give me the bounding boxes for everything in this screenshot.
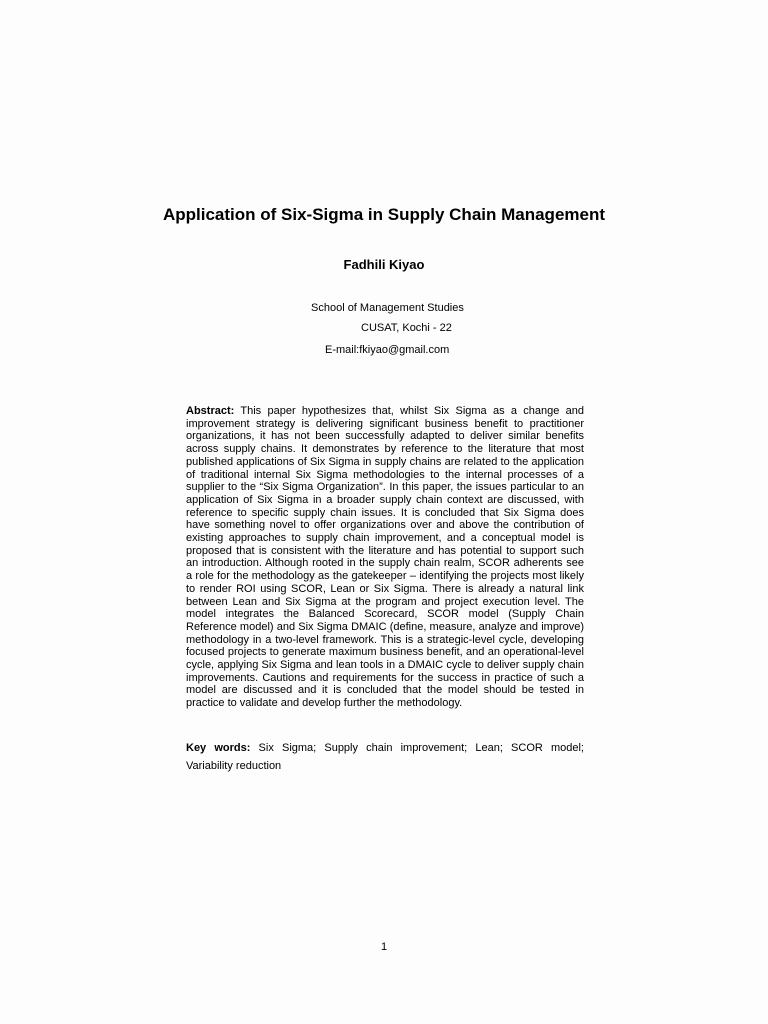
page-number: 1 xyxy=(380,941,388,953)
affiliation-city: CUSAT, Kochi - 22 xyxy=(361,322,452,334)
author-name: Fadhili Kiyao xyxy=(343,257,425,272)
keywords-text: Six Sigma; Supply chain improvement; Lean; SCOR model; Variability reduction xyxy=(186,742,584,772)
affiliation-email: E-mail:fkiyao@gmail.com xyxy=(325,344,450,356)
keywords-paragraph xyxy=(186,739,584,775)
paper-title: Application of Six-Sigma in Supply Chain Management xyxy=(162,205,606,224)
abstract-label: Abstract: xyxy=(186,405,235,417)
abstract-text: This paper hypothesizes that, whilst Six Sigma as a change and improvement strategy is delivering significant business benefit to practitioner organizations, it has not been successfully adapted to deliver similar benefits across supply chains. It demonstrates by reference to the literature that most published applications of Six Sigma in supply chains are related to the application of traditional internal Six Sigma methodologies to the internal processes of a supplier to the “Six Sigma Organization”. In this paper, the issues particular to an application of Six Sigma in a broader supply chain context are discussed, with reference to specific supply chain issues. It is concluded that Six Sigma does have something novel to offer organizations over and above the contribution of existing approaches to supply chain improvement, and a conceptual model is proposed that is consistent with the literature and has potential to support such an introduction. Although rooted in the supply chain realm, SCOR adherents see a role for the methodology as the gatekeeper – identifying the projects most likely to render ROI using SCOR, Lean or Six Sigma. There is already a natural link between Lean and Six Sigma at the program and project execution level. The model integrates the Balanced Scorecard, SCOR model (Supply Chain Reference model) and Six Sigma DMAIC (define, measure, analyze and improve) methodology in a two-level framework. This is a strategic-level cycle, developing focused projects to generate maximum business benefit, and an operational-level cycle, applying Six Sigma and lean tools in a DMAIC cycle to deliver supply chain improvements. Cautions and requirements for the success in practice of such a model are discussed and it is concluded that the model should be tested in practice to validate and develop further the methodology. xyxy=(186,405,585,710)
abstract-paragraph xyxy=(186,405,584,710)
affiliation-school: School of Management Studies xyxy=(311,302,464,314)
keywords-label: Key words: xyxy=(186,742,251,754)
